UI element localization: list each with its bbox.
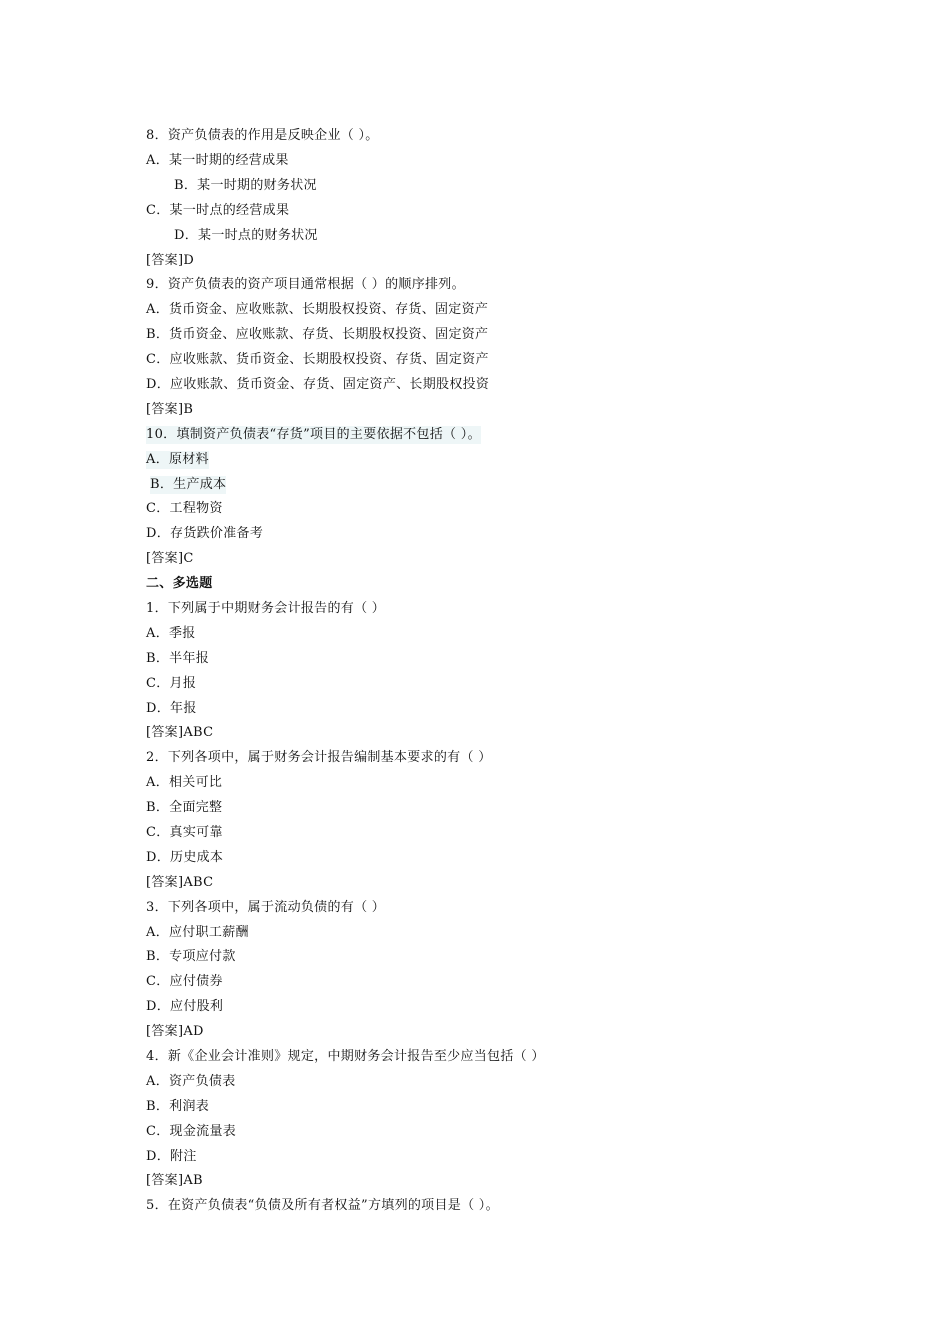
option-d: D．某一时点的财务状况: [174, 228, 318, 243]
answer-1: [答案]ABC: [146, 725, 214, 740]
answer-9: [答案]B: [146, 402, 194, 417]
option-d: D．存货跌价准备考: [146, 526, 264, 541]
option-a: A．资产负债表: [146, 1074, 236, 1089]
section-heading: 二、多选题: [146, 576, 213, 591]
option-c: C．应收账款、货币资金、长期股权投资、存货、固定资产: [146, 352, 489, 367]
option-a: A．相关可比: [146, 775, 223, 790]
question-8: 8．资产负债表的作用是反映企业（ ）。: [146, 128, 379, 143]
question-9: 9．资产负债表的资产项目通常根据（ ）的顺序排列。: [146, 277, 465, 292]
question-1: 1．下列属于中期财务会计报告的有（ ）: [146, 601, 386, 616]
question-5: 5．在资产负债表“负债及所有者权益”方填列的项目是（ ）。: [146, 1198, 499, 1213]
option-b: B．某一时期的财务状况: [174, 178, 317, 193]
option-b: B．半年报: [146, 651, 210, 666]
answer-8: [答案]D: [146, 253, 195, 268]
option-c: C．某一时点的经营成果: [146, 203, 290, 218]
option-c: C．应付债券: [146, 974, 223, 989]
option-b: B．货币资金、应收账款、存货、长期股权投资、固定资产: [146, 327, 489, 342]
option-d: D．应收账款、货币资金、存货、固定资产、长期股权投资: [146, 377, 490, 392]
question-4: 4．新《企业会计准则》规定，中期财务会计报告至少应当包括（ ）: [146, 1049, 545, 1064]
option-d: D．附注: [146, 1149, 197, 1164]
option-b: B．全面完整: [146, 800, 223, 815]
option-c: C．月报: [146, 676, 197, 691]
answer-3: [答案]AD: [146, 1024, 204, 1039]
option-c: C．真实可靠: [146, 825, 223, 840]
option-d: D．历史成本: [146, 850, 224, 865]
option-c: C．现金流量表: [146, 1124, 237, 1139]
answer-2: [答案]ABC: [146, 875, 214, 890]
option-c: C．工程物资: [146, 501, 223, 516]
option-a: A．货币资金、应收账款、长期股权投资、存货、固定资产: [146, 302, 489, 317]
question-10: 10．填制资产负债表“存货”项目的主要依据不包括（ ）。: [146, 427, 481, 442]
question-2: 2．下列各项中，属于财务会计报告编制基本要求的有（ ）: [146, 750, 492, 765]
option-b: B．专项应付款: [146, 949, 236, 964]
question-3: 3．下列各项中，属于流动负债的有（ ）: [146, 900, 386, 915]
option-a: A．季报: [146, 626, 196, 641]
option-a: A．某一时期的经营成果: [146, 153, 289, 168]
answer-10: [答案]C: [146, 551, 194, 566]
option-a: A．原材料: [146, 452, 209, 467]
option-d: D．年报: [146, 701, 197, 716]
option-b: B．生产成本: [150, 477, 227, 492]
option-b: B．利润表: [146, 1099, 210, 1114]
option-a: A．应付职工薪酬: [146, 925, 249, 940]
option-d: D．应付股利: [146, 999, 224, 1014]
answer-4: [答案]AB: [146, 1173, 203, 1188]
